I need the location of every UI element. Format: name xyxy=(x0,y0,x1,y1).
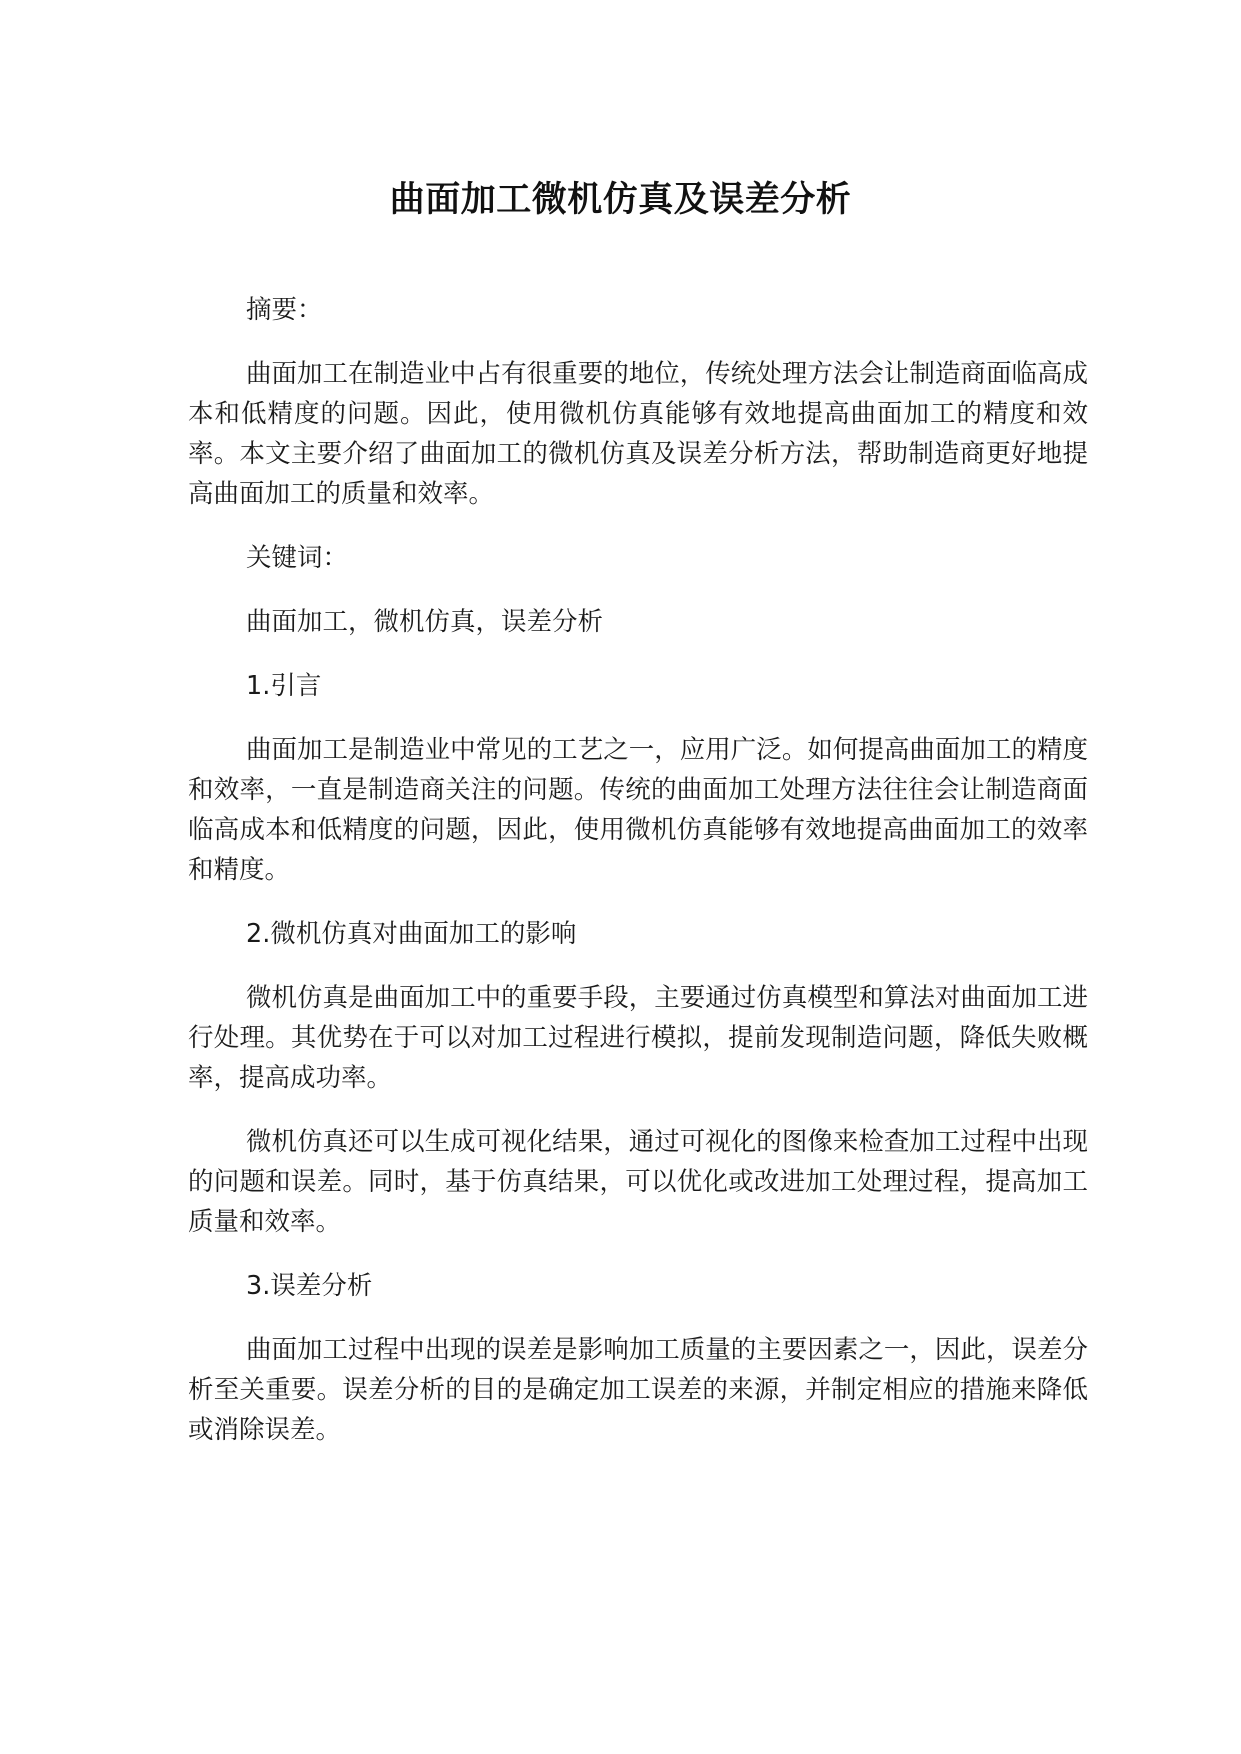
abstract-paragraph: 曲面加工在制造业中占有很重要的地位，传统处理方法会让制造商面临高成本和低精度的问题。因此，使用微机仿真能够有效地提高曲面加工的精度和效率。本文主要介绍了曲面加工的微机仿真及误差分析方法，帮助制造商更好地提高曲面加工的质量和效率。 xyxy=(188,359,1088,509)
section-heading-introduction: 1.引言 xyxy=(246,671,322,701)
keywords-paragraph: 曲面加工，微机仿真，误差分析 xyxy=(246,607,604,637)
document-body xyxy=(188,290,1088,1474)
keywords-heading: 关键词： xyxy=(246,543,349,573)
error-analysis-paragraph: 曲面加工过程中出现的误差是影响加工质量的主要因素之一，因此，误差分析至关重要。误差分析的目的是确定加工误差的来源，并制定相应的措施来降低或消除误差。 xyxy=(188,1335,1088,1445)
section-heading-error-analysis: 3.误差分析 xyxy=(246,1271,373,1301)
abstract-heading: 摘要： xyxy=(246,295,323,325)
simulation-paragraph-2: 微机仿真还可以生成可视化结果，通过可视化的图像来检查加工过程中出现的问题和误差。同时，基于仿真结果，可以优化或改进加工处理过程，提高加工质量和效率。 xyxy=(188,1127,1088,1237)
document-title: 曲面加工微机仿真及误差分析 xyxy=(389,180,852,220)
introduction-paragraph: 曲面加工是制造业中常见的工艺之一，应用广泛。如何提高曲面加工的精度和效率，一直是制造商关注的问题。传统的曲面加工处理方法往往会让制造商面临高成本和低精度的问题，因此，使用微机仿真能够有效地提高曲面加工的效率和精度。 xyxy=(188,735,1088,885)
simulation-paragraph-1: 微机仿真是曲面加工中的重要手段，主要通过仿真模型和算法对曲面加工进行处理。其优势在于可以对加工过程进行模拟，提前发现制造问题，降低失败概率，提高成功率。 xyxy=(188,983,1088,1093)
section-heading-simulation: 2.微机仿真对曲面加工的影响 xyxy=(246,919,577,949)
